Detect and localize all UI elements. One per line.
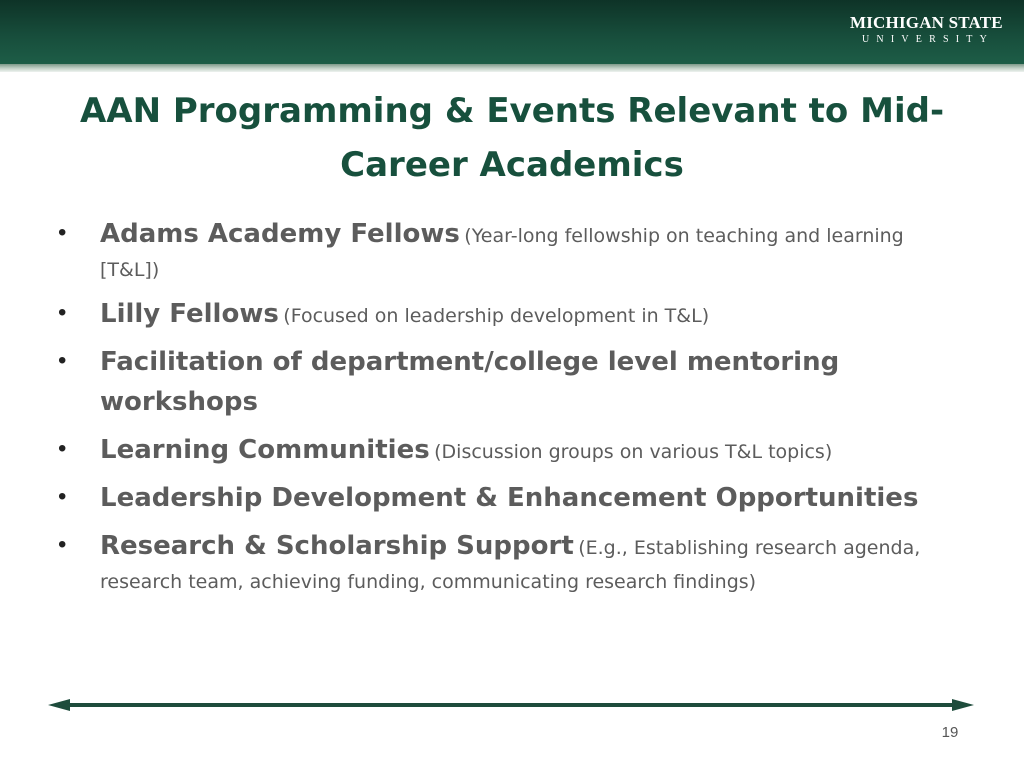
msu-logo <box>850 13 1003 53</box>
arrow-right-icon <box>952 699 974 711</box>
bullet-description: (Discussion groups on various T&L topics) <box>434 441 833 463</box>
bullet-item <box>54 294 954 334</box>
bullet-heading: Leadership Development & Enhancement Opportunities <box>100 483 919 513</box>
bullet-heading: Research & Scholarship Support <box>100 531 574 561</box>
bullet-dot-icon: • <box>58 531 67 558</box>
bullet-item <box>54 526 954 598</box>
bullet-list <box>54 214 954 606</box>
logo-subtitle: UNIVERSITY <box>862 34 994 45</box>
footer-rule <box>56 703 966 707</box>
bullet-dot-icon: • <box>58 347 67 374</box>
bullet-dot-icon: • <box>58 435 67 462</box>
bullet-description: (E.g., Establishing research agenda, research team, achieving funding, communicating research findings) <box>100 537 921 593</box>
bullet-item <box>54 214 954 286</box>
bullet-dot-icon: • <box>58 483 67 510</box>
bullet-heading: Facilitation of department/college level mentoring workshops <box>100 347 840 417</box>
slide-title: AAN Programming & Events Relevant to Mid-Career Academics <box>79 91 945 185</box>
header-divider <box>0 64 1024 72</box>
bullet-dot-icon: • <box>58 219 67 246</box>
bullet-item <box>54 430 954 470</box>
bullet-description: (Focused on leadership development in T&L) <box>283 305 710 327</box>
page-number: 19 <box>941 724 959 741</box>
bullet-item <box>54 342 954 422</box>
bullet-dot-icon: • <box>58 299 67 326</box>
bullet-heading: Learning Communities <box>100 435 430 465</box>
bullet-item <box>54 478 954 518</box>
bullet-heading: Adams Academy Fellows <box>100 219 460 249</box>
logo-wordmark: MICHIGAN STATE <box>850 13 1003 32</box>
bullet-heading: Lilly Fellows <box>100 299 279 329</box>
bullet-description: (Year-long fellowship on teaching and learning [T&L]) <box>100 225 904 281</box>
